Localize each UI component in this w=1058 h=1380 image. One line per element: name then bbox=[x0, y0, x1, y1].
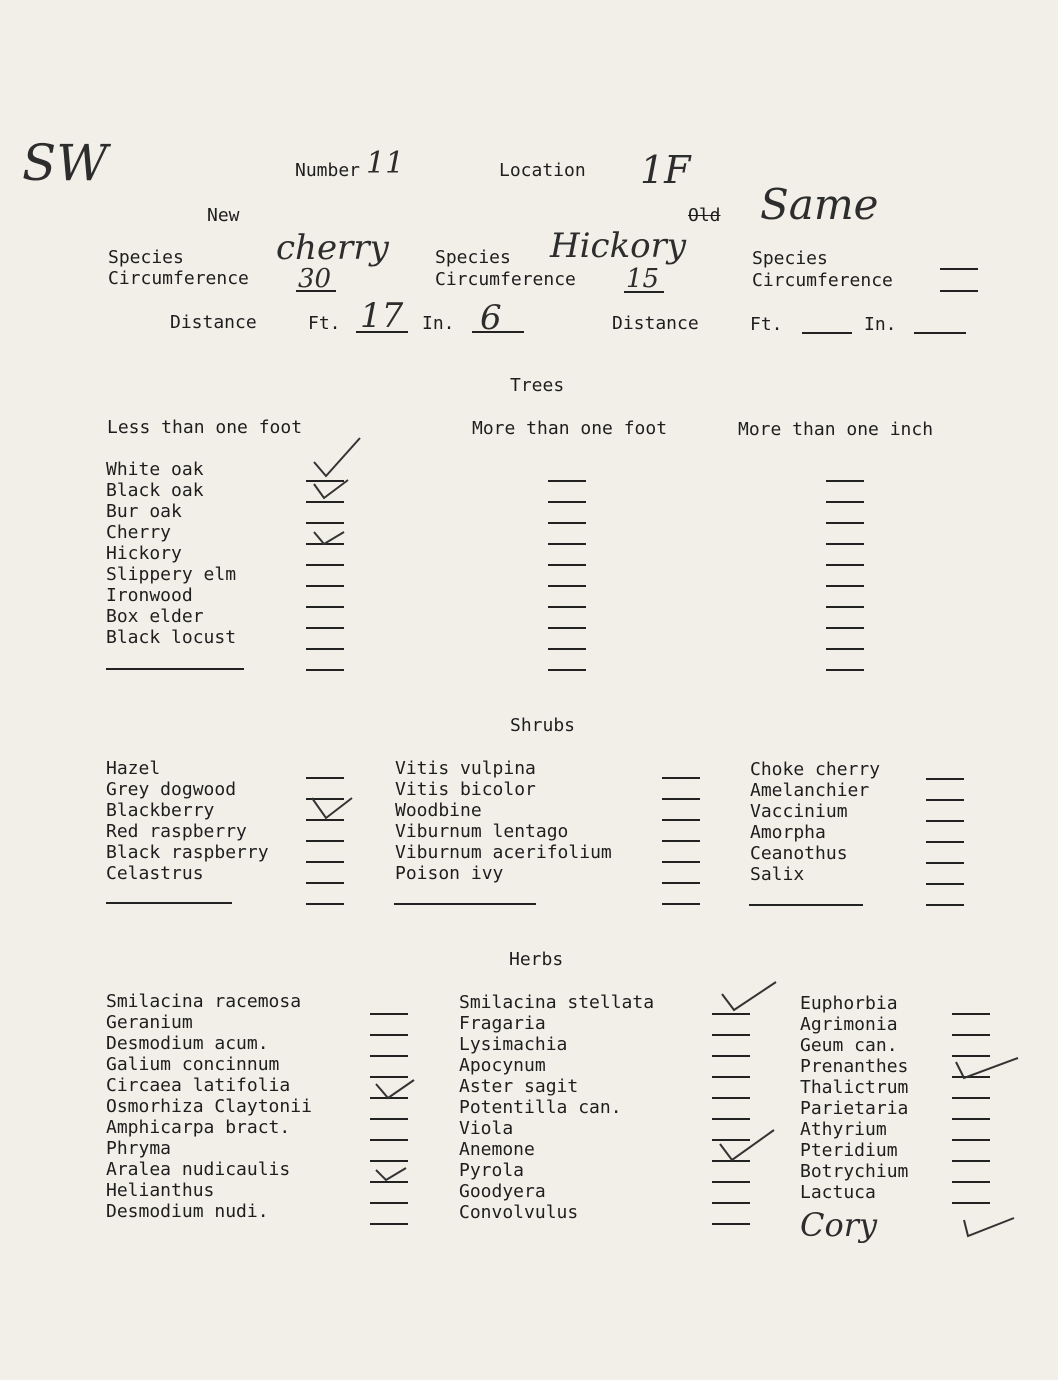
list-item: Geum can. bbox=[800, 1035, 898, 1056]
answer-blank bbox=[662, 819, 700, 821]
list-item: Desmodium nudi. bbox=[106, 1201, 269, 1222]
answer-blank bbox=[826, 522, 864, 524]
list-item: Goodyera bbox=[459, 1181, 546, 1202]
herbs-heading: Herbs bbox=[509, 949, 564, 970]
answer-blank bbox=[926, 799, 964, 801]
shrubs-col1 bbox=[106, 758, 269, 884]
circ-label-3: Circumference bbox=[752, 270, 893, 291]
answer-blank bbox=[712, 1202, 750, 1204]
answer-blank bbox=[712, 1223, 750, 1225]
circ-new-value: 30 bbox=[298, 264, 332, 294]
list-item: Black oak bbox=[106, 480, 204, 501]
list-item: Circaea latifolia bbox=[106, 1075, 291, 1096]
list-item: Prenanthes bbox=[800, 1056, 909, 1077]
answer-blank bbox=[826, 648, 864, 650]
answer-blank bbox=[306, 669, 344, 671]
species-new-value: cherry bbox=[276, 228, 389, 268]
answer-blank bbox=[712, 1181, 750, 1183]
number-label: Number bbox=[295, 160, 361, 181]
list-item: Parietaria bbox=[800, 1098, 909, 1119]
check-mark bbox=[962, 1214, 1018, 1238]
trees-extra-blank bbox=[106, 668, 244, 670]
answer-blank bbox=[548, 480, 586, 482]
answer-blank bbox=[952, 1181, 990, 1183]
old-value: Same bbox=[760, 180, 879, 229]
corner-handwriting: SW bbox=[22, 134, 108, 192]
answer-blank bbox=[826, 669, 864, 671]
species-label-old: Species bbox=[435, 247, 511, 268]
list-item: Smilacina racemosa bbox=[106, 991, 302, 1012]
answer-blank bbox=[952, 1097, 990, 1099]
circ-new-blank bbox=[296, 290, 336, 292]
in-blank-2 bbox=[914, 332, 966, 334]
trees-list bbox=[106, 459, 236, 648]
answer-blank bbox=[952, 1034, 990, 1036]
check-mark bbox=[312, 436, 372, 480]
ft-blank-2 bbox=[802, 332, 852, 334]
distance-label-2: Distance bbox=[612, 313, 699, 334]
answer-blank bbox=[306, 522, 344, 524]
list-item: Helianthus bbox=[106, 1180, 215, 1201]
shrubs-heading: Shrubs bbox=[510, 715, 576, 736]
list-item: Agrimonia bbox=[800, 1014, 898, 1035]
answer-blank bbox=[548, 606, 586, 608]
species-old-value: Hickory bbox=[550, 226, 687, 266]
list-item: Fragaria bbox=[459, 1013, 546, 1034]
circ-3-blank bbox=[940, 290, 978, 292]
dist-in-value: 6 bbox=[480, 298, 502, 338]
list-item: Bur oak bbox=[106, 501, 182, 522]
answer-blank bbox=[952, 1160, 990, 1162]
list-item: Celastrus bbox=[106, 863, 204, 884]
list-item: Phryma bbox=[106, 1138, 172, 1159]
check-mark bbox=[312, 478, 352, 500]
answer-blank bbox=[548, 585, 586, 587]
herbs-col1 bbox=[106, 991, 312, 1222]
list-item: Vaccinium bbox=[750, 801, 848, 822]
answer-blank bbox=[712, 1076, 750, 1078]
location-value: 1F bbox=[640, 148, 691, 192]
list-item: Viola bbox=[459, 1118, 514, 1139]
species-label-3: Species bbox=[752, 248, 828, 269]
check-mark bbox=[718, 1128, 778, 1162]
list-item: Black raspberry bbox=[106, 842, 269, 863]
herbs-col3 bbox=[800, 993, 908, 1203]
list-item: Black locust bbox=[106, 627, 237, 648]
list-item: Osmorhiza Claytonii bbox=[106, 1096, 312, 1117]
list-item: Grey dogwood bbox=[106, 779, 237, 800]
answer-blank bbox=[306, 564, 344, 566]
list-item: Aralea nudicaulis bbox=[106, 1159, 291, 1180]
list-item: Athyrium bbox=[800, 1119, 887, 1140]
list-item: Vitis bicolor bbox=[395, 779, 536, 800]
list-item: Geranium bbox=[106, 1012, 193, 1033]
species-3-blank bbox=[940, 268, 978, 270]
location-label: Location bbox=[499, 160, 586, 181]
answer-blank bbox=[926, 778, 964, 780]
herb-extra-handwritten: Cory bbox=[800, 1206, 878, 1244]
list-item: Box elder bbox=[106, 606, 204, 627]
answer-blank bbox=[952, 1202, 990, 1204]
list-item: Blackberry bbox=[106, 800, 215, 821]
list-item: Pteridium bbox=[800, 1140, 898, 1161]
list-item: Amorpha bbox=[750, 822, 826, 843]
number-value: 11 bbox=[366, 146, 405, 181]
answer-blank bbox=[548, 522, 586, 524]
answer-blank bbox=[662, 903, 700, 905]
list-item: Cherry bbox=[106, 522, 172, 543]
list-item: Choke cherry bbox=[750, 759, 881, 780]
new-label: New bbox=[207, 205, 240, 226]
answer-blank bbox=[370, 1013, 408, 1015]
list-item: Anemone bbox=[459, 1139, 535, 1160]
list-item: Hazel bbox=[106, 758, 161, 779]
shrubs-extra-blank-1 bbox=[106, 902, 232, 904]
dist-ft-value: 17 bbox=[360, 296, 404, 336]
ft-blank-1 bbox=[356, 331, 408, 333]
answer-blank bbox=[712, 1055, 750, 1057]
answer-blank bbox=[370, 1055, 408, 1057]
list-item: Smilacina stellata bbox=[459, 992, 655, 1013]
list-item: Viburnum acerifolium bbox=[395, 842, 612, 863]
answer-blank bbox=[306, 903, 344, 905]
list-item: Botrychium bbox=[800, 1161, 909, 1182]
answer-blank bbox=[826, 564, 864, 566]
check-mark bbox=[950, 1056, 1022, 1080]
list-item: White oak bbox=[106, 459, 204, 480]
list-item: Galium concinnum bbox=[106, 1054, 280, 1075]
answer-blank bbox=[306, 606, 344, 608]
species-label-new: Species bbox=[108, 247, 184, 268]
answer-blank bbox=[548, 648, 586, 650]
list-item: Aster sagit bbox=[459, 1076, 579, 1097]
answer-blank bbox=[826, 543, 864, 545]
answer-blank bbox=[826, 585, 864, 587]
trees-col2-header: More than one foot bbox=[472, 418, 668, 439]
check-mark bbox=[720, 980, 780, 1014]
answer-blank bbox=[370, 1202, 408, 1204]
list-item: Amelanchier bbox=[750, 780, 870, 801]
answer-blank bbox=[306, 882, 344, 884]
list-item: Lysimachia bbox=[459, 1034, 568, 1055]
check-mark bbox=[312, 530, 348, 546]
answer-blank bbox=[926, 883, 964, 885]
answer-blank bbox=[826, 480, 864, 482]
answer-blank bbox=[370, 1160, 408, 1162]
answer-blank bbox=[926, 904, 964, 906]
answer-blank bbox=[662, 840, 700, 842]
answer-blank bbox=[306, 861, 344, 863]
list-item: Thalictrum bbox=[800, 1077, 909, 1098]
check-mark bbox=[374, 1166, 410, 1182]
list-item: Poison ivy bbox=[395, 863, 504, 884]
list-item: Convolvulus bbox=[459, 1202, 579, 1223]
list-item: Vitis vulpina bbox=[395, 758, 536, 779]
check-mark bbox=[374, 1078, 418, 1100]
answer-blank bbox=[712, 1118, 750, 1120]
answer-blank bbox=[370, 1118, 408, 1120]
herbs-col2 bbox=[459, 992, 654, 1223]
answer-blank bbox=[926, 862, 964, 864]
answer-blank bbox=[548, 543, 586, 545]
list-item: Apocynum bbox=[459, 1055, 546, 1076]
answer-blank bbox=[306, 501, 344, 503]
list-item: Woodbine bbox=[395, 800, 482, 821]
ft-label-1: Ft. bbox=[308, 313, 341, 334]
answer-blank bbox=[548, 627, 586, 629]
old-label: Old bbox=[688, 205, 721, 226]
in-label-2: In. bbox=[864, 314, 897, 335]
answer-blank bbox=[926, 820, 964, 822]
list-item: Euphorbia bbox=[800, 993, 898, 1014]
answer-blank bbox=[712, 1097, 750, 1099]
list-item: Lactuca bbox=[800, 1182, 876, 1203]
answer-blank bbox=[826, 606, 864, 608]
shrubs-col3 bbox=[750, 759, 880, 885]
circ-old-value: 15 bbox=[626, 264, 660, 294]
answer-blank bbox=[952, 1118, 990, 1120]
answer-blank bbox=[370, 1223, 408, 1225]
circ-label-old: Circumference bbox=[435, 269, 576, 290]
answer-blank bbox=[926, 841, 964, 843]
answer-blank bbox=[548, 501, 586, 503]
list-item: Red raspberry bbox=[106, 821, 247, 842]
answer-blank bbox=[306, 627, 344, 629]
answer-blank bbox=[370, 1139, 408, 1141]
answer-blank bbox=[306, 585, 344, 587]
answer-blank bbox=[306, 648, 344, 650]
answer-blank bbox=[826, 501, 864, 503]
in-label-1: In. bbox=[422, 313, 455, 334]
in-blank-1 bbox=[472, 331, 524, 333]
answer-blank bbox=[826, 627, 864, 629]
answer-blank bbox=[370, 1034, 408, 1036]
list-item: Slippery elm bbox=[106, 564, 237, 585]
ft-label-2: Ft. bbox=[750, 314, 783, 335]
trees-col1-header: Less than one foot bbox=[107, 417, 303, 438]
list-item: Pyrola bbox=[459, 1160, 525, 1181]
circ-old-blank bbox=[624, 291, 664, 293]
circ-label-new: Circumference bbox=[108, 268, 249, 289]
list-item: Salix bbox=[750, 864, 805, 885]
list-item: Ironwood bbox=[106, 585, 193, 606]
answer-blank bbox=[548, 669, 586, 671]
answer-blank bbox=[712, 1034, 750, 1036]
shrubs-extra-blank-2 bbox=[394, 903, 536, 905]
list-item: Potentilla can. bbox=[459, 1097, 622, 1118]
distance-label-1: Distance bbox=[170, 312, 257, 333]
check-mark bbox=[310, 796, 354, 820]
trees-heading: Trees bbox=[510, 375, 565, 396]
shrubs-col2 bbox=[395, 758, 612, 884]
list-item: Desmodium acum. bbox=[106, 1033, 269, 1054]
answer-blank bbox=[952, 1013, 990, 1015]
answer-blank bbox=[306, 777, 344, 779]
answer-blank bbox=[662, 861, 700, 863]
list-item: Amphicarpa bract. bbox=[106, 1117, 291, 1138]
list-item: Viburnum lentago bbox=[395, 821, 569, 842]
shrubs-extra-blank-3 bbox=[749, 904, 863, 906]
answer-blank bbox=[662, 882, 700, 884]
answer-blank bbox=[548, 564, 586, 566]
answer-blank bbox=[306, 840, 344, 842]
answer-blank bbox=[662, 798, 700, 800]
trees-col3-header: More than one inch bbox=[738, 419, 934, 440]
answer-blank bbox=[952, 1139, 990, 1141]
answer-blank bbox=[662, 777, 700, 779]
list-item: Hickory bbox=[106, 543, 182, 564]
list-item: Ceanothus bbox=[750, 843, 848, 864]
